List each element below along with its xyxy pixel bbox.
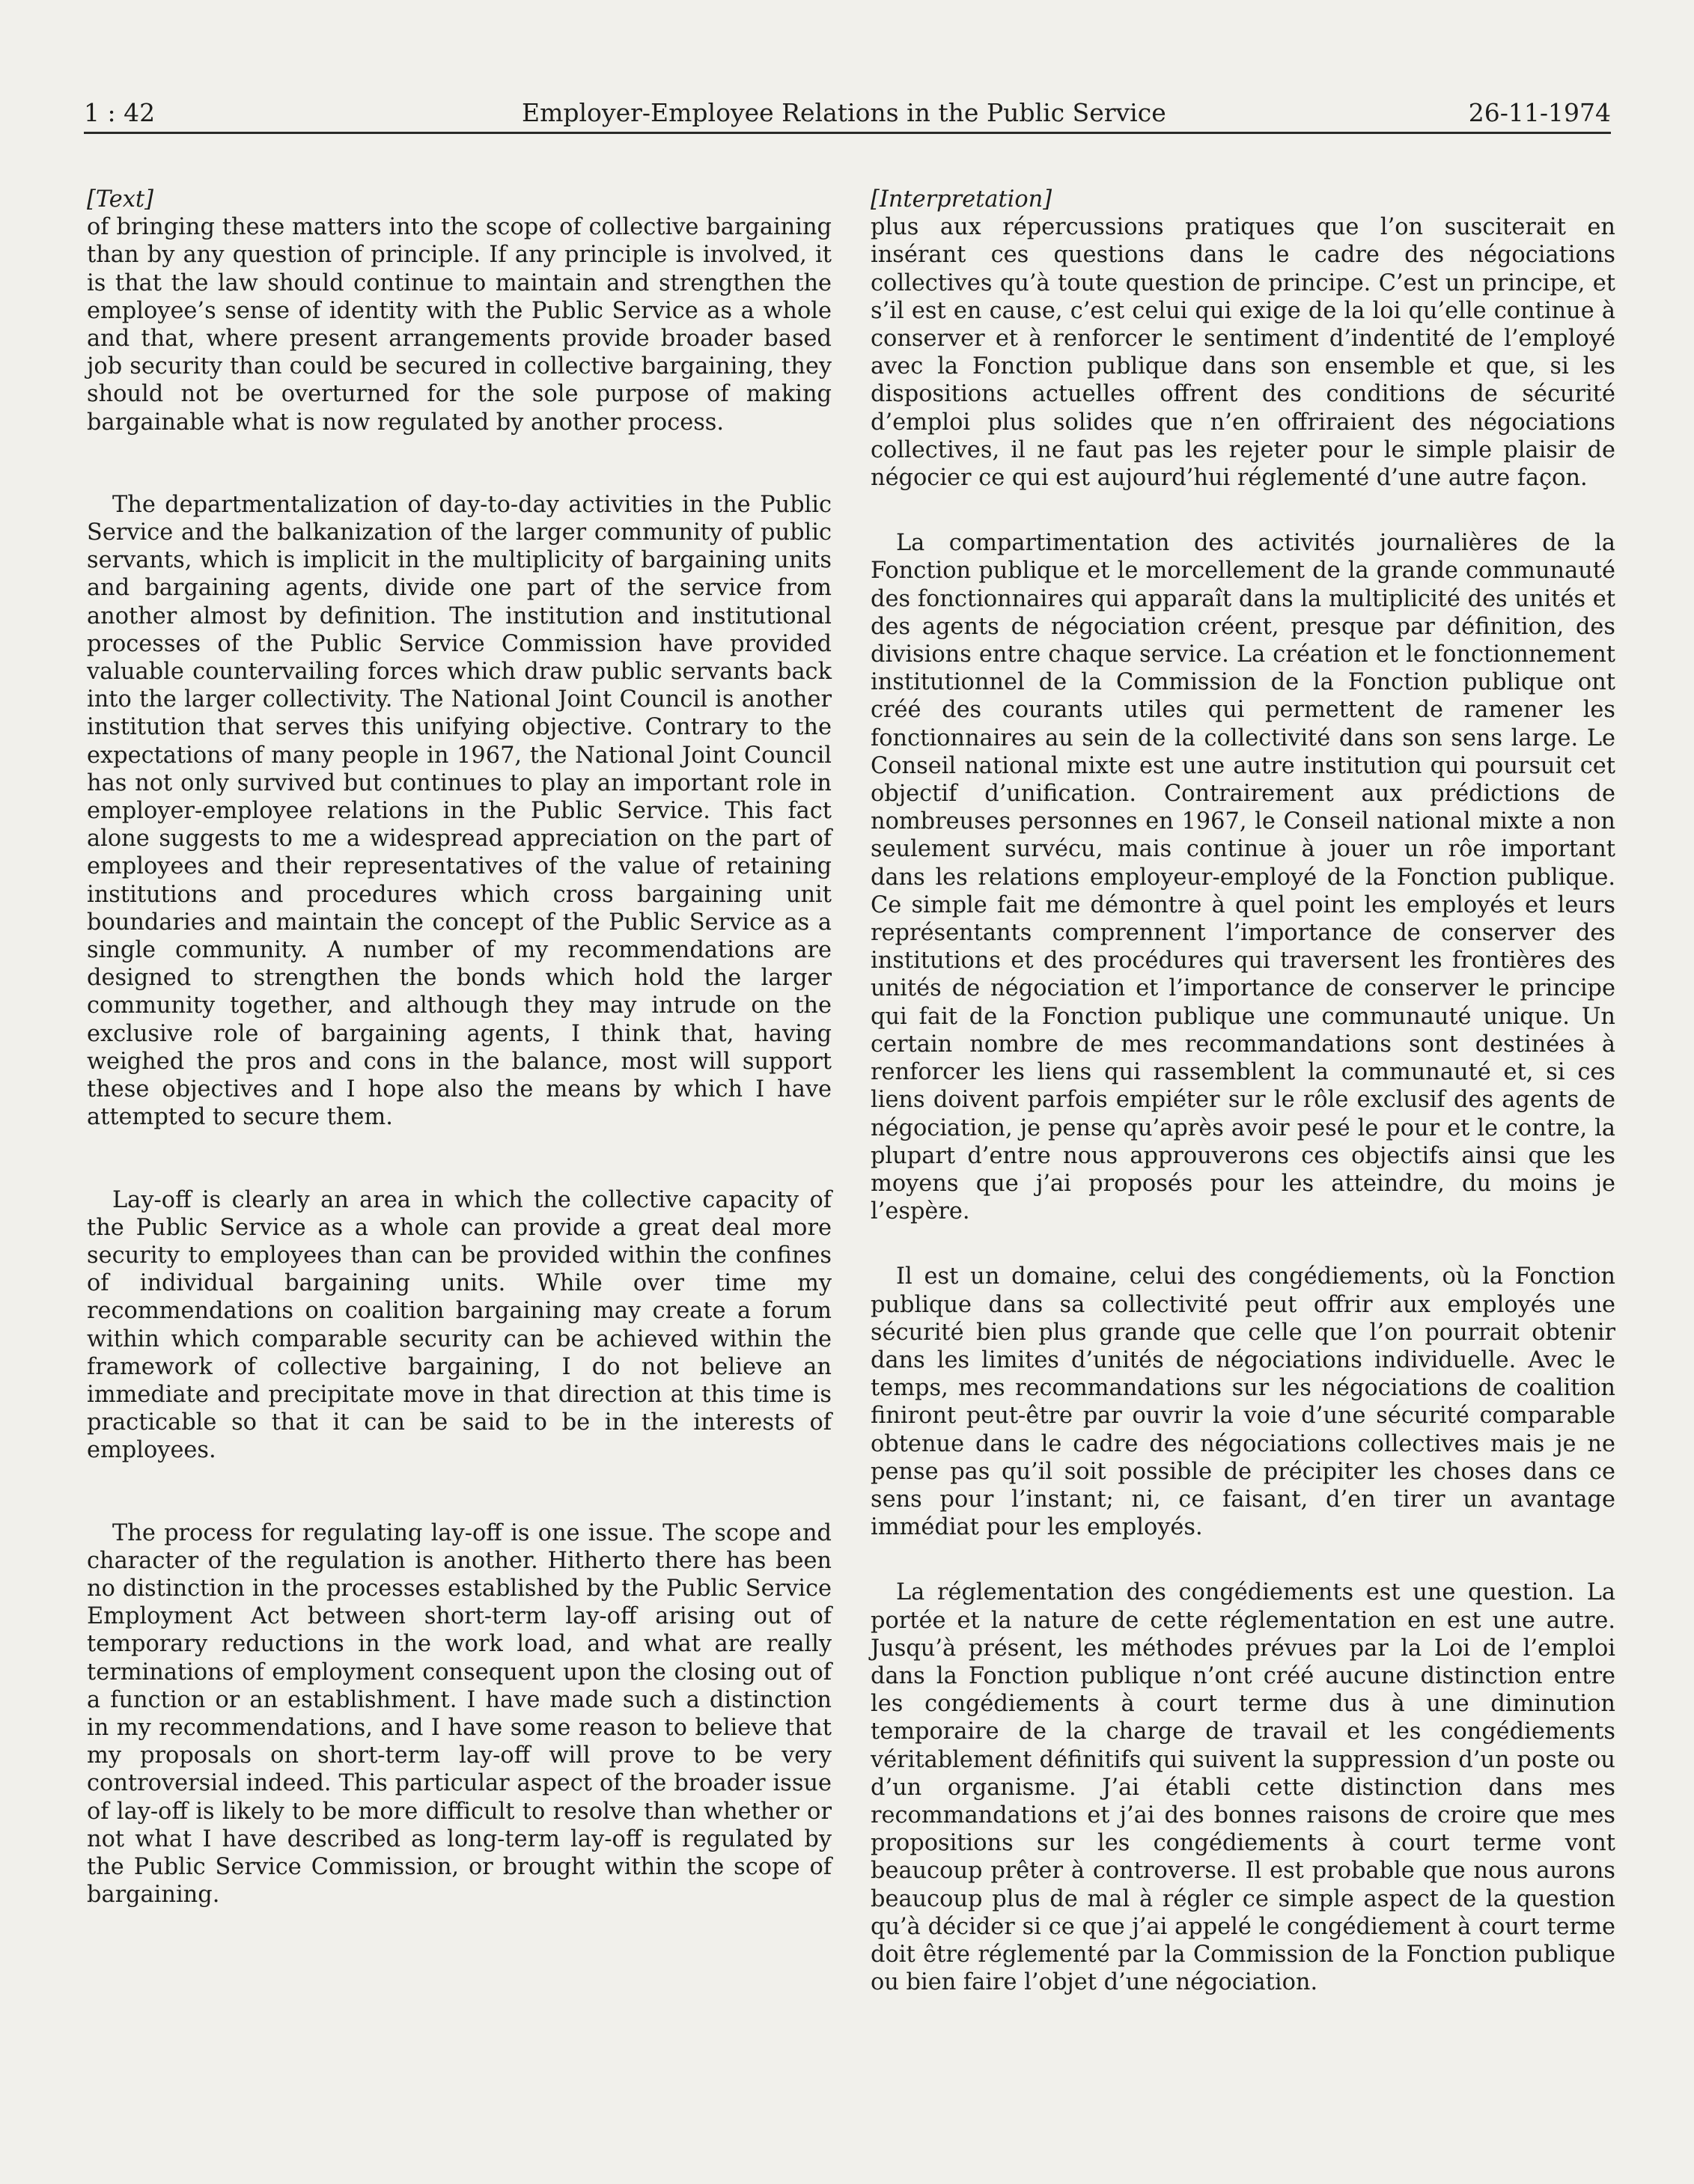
running-title: Employer-Employee Relations in the Public Service xyxy=(522,98,1166,127)
english-column xyxy=(87,186,832,1909)
french-paragraph-4: La réglementation des congédiements est une question. La portée et la nature de cette réglementation en est une autre. Jusqu’à présent, les méthodes prévues par la Loi de l’emploi dans la Fonction publique n’ont créé aucune distinction entre les congédiements à court terme dus à une diminution temporaire de la charge de travail et les congédiements véritablement définitifs qui suivent la suppression d’un poste ou d’un organisme. J’ai établi cette distinction dans mes recommandations et j’ai des bonnes raisons de croire que mes propositions sur les congédiements à court terme vont beaucoup prêter à controverse. Il est probable que nous aurons beaucoup plus de mal à régler ce simple aspect de la question qu’à décider si ce que j’ai appelé le congédiement à court terme doit être réglementé par la Commission de la Fonction publique ou bien faire l’objet d’une négociation. xyxy=(871,1579,1615,1996)
page-number: 1 : 42 xyxy=(84,98,156,127)
english-section-label: [Text] xyxy=(87,186,153,213)
english-paragraph-2: The departmentalization of day-to-day activities in the Public Service and the balkanization of the larger community of public servants, which is implicit in the multiplicity of bargaining units and bargaining agents, divide one part of the service from another almost by definition. The institution and institutional processes of the Public Service Commission have provided valuable countervailing forces which draw public servants back into the larger collectivity. The National Joint Council is another institution that serves this unifying objective. Contrary to the expectations of many people in 1967, the National Joint Council has not only survived but continues to play an important role in employer-employee relations in the Public Service. This fact alone suggests to me a widespread appreciation on the part of employees and their representatives of the value of retaining institutions and procedures which cross bargaining unit boundaries and maintain the concept of the Public Service as a single community. A number of my recommendations are designed to strengthen the bonds which hold the larger community together, and although they may intrude on the exclusive role of bargaining agents, I think that, having weighed the pros and cons in the balance, most will support these objectives and I hope also the means by which I have attempted to secure them. xyxy=(87,491,832,1131)
page-header xyxy=(84,97,1611,134)
english-paragraph-4: The process for regulating lay-off is one issue. The scope and character of the regulation is another. Hitherto there has been no distinction in the processes established by the Public Service Employment Act between short-term lay-off arising out of temporary reductions in the work load, and what are really terminations of employment consequent upon the closing out of a function or an establishment. I have made such a distinction in my recommendations, and I have some reason to believe that my proposals on short-term lay-off will prove to be very controversial indeed. This particular aspect of the broader issue of lay-off is likely to be more difficult to resolve than whether or not what I have described as long-term lay-off is regulated by the Public Service Commission, or brought within the scope of bargaining. xyxy=(87,1519,832,1909)
french-paragraph-3: Il est un domaine, celui des congédiements, où la Fonction publique dans sa collectivité peut offrir aux employés une sécurité bien plus grande que celle que l’on pourrait obtenir dans les limites d’unités de négociations individuelle. Avec le temps, mes recommandations sur les négociations de coalition finiront peut-être par ouvrir la voie d’une sécurité comparable obtenue dans le cadre des négociations collectives mais je ne pense pas qu’il soit possible de précipiter les choses dans ce sens pour l’instant; ni, ce faisant, d’en tirer un avantage immédiat pour les employés. xyxy=(871,1263,1615,1541)
french-paragraph-2: La compartimentation des activités journalières de la Fonction publique et le morcellement de la grande communauté des fonctionnaires qui apparaît dans la multiplicité des unités et des agents de négociation créent, presque par définition, des divisions entre chaque service. La création et le fonctionnement institutionnel de la Commission de la Fonction publique ont créé des courants utiles qui permettent de ramener les fonctionnaires au sein de la collectivité dans son sens large. Le Conseil national mixte est une autre institution qui poursuit cet objectif d’unification. Contrairement aux prédictions de nombreuses personnes en 1967, le Conseil national mixte a non seulement survécu, mais continue à jouer un rôe important dans les relations employeur-employé de la Fonction publique. Ce simple fait me démontre à quel point les employés et leurs représentants comprennent l’importance de conserver des institutions et des procédures qui traversent les frontières des unités de négociation et l’importance de conserver le principe qui fait de la Fonction publique une communauté unique. Un certain nombre de mes recommandations sont destinées à renforcer les liens qui rassemblent la communauté et, si ces liens doivent parfois empiéter sur le rôle exclusif des agents de négociation, je pense qu’après avoir pesé le pour et le contre, la plupart d’entre nous approuverons ces objectifs ainsi que les moyens que j’ai proposés pour les atteindre, du moins je l’espère. xyxy=(871,530,1615,1225)
english-paragraph-1: of bringing these matters into the scope of collective bargaining than by any question of principle. If any principle is involved, it is that the law should continue to maintain and strengthen the employee’s sense of identity with the Public Service as a whole and that, where present arrangements provide broader based job security than could be secured in collective bargaining, they should not be overturned for the sole purpose of making bargainable what is now regulated by another process. xyxy=(87,214,832,436)
page-date: 26-11-1974 xyxy=(1468,98,1611,127)
english-paragraph-3: Lay-off is clearly an area in which the collective capacity of the Public Service as a whole can provide a great deal more security to employees than can be provided within the confines of individual bargaining units. While over time my recommendations on coalition bargaining may create a forum within which comparable security can be achieved within the framework of collective bargaining, I do not believe an immediate and precipitate move in that direction at this time is practicable so that it can be said to be in the interests of employees. xyxy=(87,1186,832,1464)
french-paragraph-1: plus aux répercussions pratiques que l’on susciterait en insérant ces questions dans le cadre des négociations collectives qu’à toute question de principe. C’est un principe, et s’il est en cause, c’est celui qui exige de la loi qu’elle continue à conserver et à renforcer le sentiment d’indentité de l’employé avec la Fonction publique dans son ensemble et que, si les dispositions actuelles offrent des conditions de sécurité d’emploi plus solides que n’en offriraient des négociations collectives, il ne faut pas les rejeter pour le simple plaisir de négocier ce qui est aujourd’hui réglementé d’une autre façon. xyxy=(871,214,1615,492)
french-section-label: [Interpretation] xyxy=(871,186,1052,213)
french-column xyxy=(871,186,1615,1996)
